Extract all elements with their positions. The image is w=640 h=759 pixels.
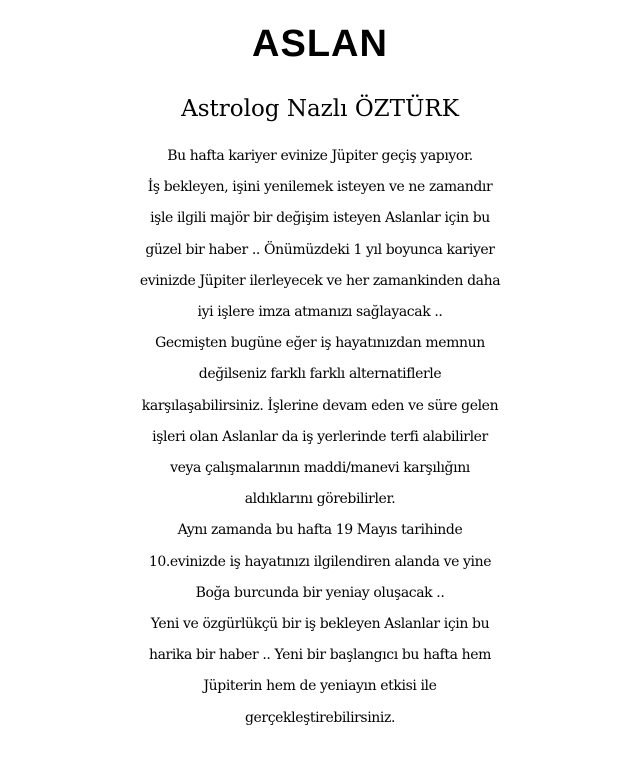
body-line: veya çalışmalarının maddi/manevi karşılığını (170, 460, 470, 477)
body-line: iyi işlere imza atmanızı sağlayacak .. (197, 304, 443, 321)
body-line: işle ilgili majör bir değişim isteyen Aslanlar için bu (150, 210, 490, 227)
body-line: Yeni ve özgürlükçü bir iş bekleyen Aslanlar için bu (150, 616, 490, 633)
body-line: evinizde Jüpiter ilerleyecek ve her zamankinden daha (139, 272, 501, 289)
body-line: güzel bir haber .. Önümüzdeki 1 yıl boyunca kariyer (145, 241, 495, 258)
body-line: işleri olan Aslanlar da iş yerlerinde terfi alabilirler (152, 428, 488, 445)
body-line: harika bir haber .. Yeni bir başlangıcı bu hafta hem (148, 647, 492, 664)
body-line: Jüpiterin hem de yeniayın etkisi ile (203, 678, 437, 695)
body-line: değilseniz farklı farklı alternatiflerle (198, 366, 442, 383)
page-title: ASLAN (252, 23, 388, 65)
horoscope-body (0, 141, 640, 734)
body-line: Boğa burcunda bir yeniay oluşacak .. (195, 584, 445, 601)
body-line: Gecmişten bugüne eğer iş hayatınızdan memnun (155, 335, 485, 352)
body-line: aldıklarını görebilirler. (244, 491, 396, 508)
body-line: Bu hafta kariyer evinize Jüpiter geçiş yapıyor. (167, 148, 473, 164)
body-line: 10.evinizde iş hayatınızı ilgilendiren alanda ve yine (148, 553, 492, 570)
body-line: gerçekleştirebilirsiniz. (244, 709, 396, 726)
author-line: Astrolog Nazlı ÖZTÜRK (181, 96, 459, 122)
body-line: İş bekleyen, işini yenilemek isteyen ve ne zamandır (147, 179, 493, 196)
body-line: Aynı zamanda bu hafta 19 Mayıs tarihinde (177, 522, 463, 539)
body-line: karşılaşabilirsiniz. İşlerine devam eden ve süre gelen (141, 397, 499, 414)
